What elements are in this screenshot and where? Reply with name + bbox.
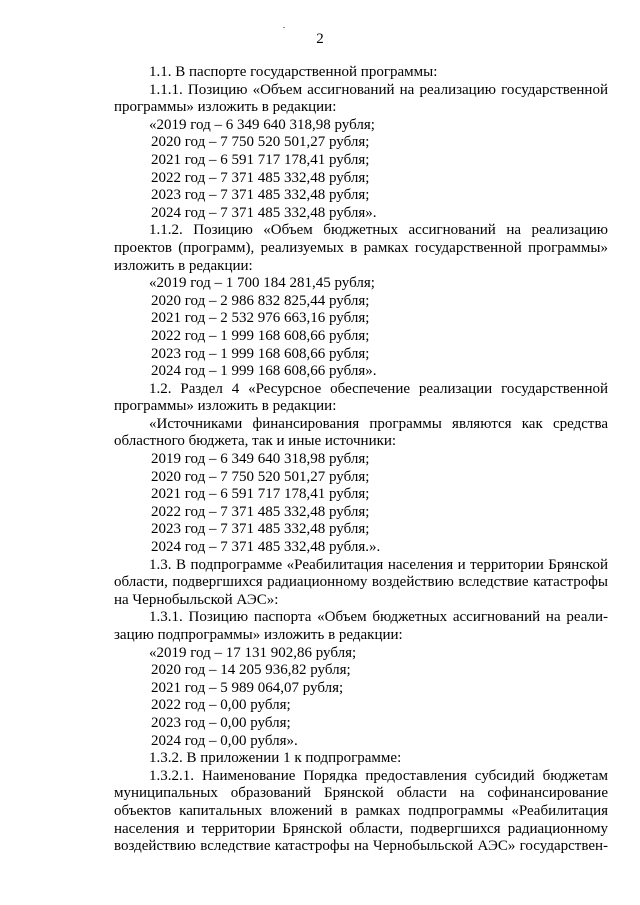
- text-line: 2020 год – 2 986 832 825,44 рубля;: [151, 292, 370, 309]
- text-line: 2024 год – 7 371 485 332,48 рубля».: [151, 204, 377, 221]
- text-line: «2019 год – 6 349 640 318,98 рубля;: [149, 116, 375, 133]
- text-line: 2021 год – 6 591 717 178,41 рубля;: [151, 151, 370, 168]
- text-line: муниципальных образований Брянской области на софинансирование: [114, 785, 608, 802]
- text-line: 2020 год – 7 750 520 501,27 рубля;: [151, 134, 370, 151]
- document-body: [114, 64, 608, 856]
- text-line: областного бюджета, так и иные источники:: [114, 433, 397, 450]
- text-line: 2020 год – 7 750 520 501,27 рубля;: [151, 468, 370, 485]
- text-line: 2023 год – 7 371 485 332,48 рубля;: [151, 521, 370, 538]
- text-line: 2022 год – 0,00 рубля;: [151, 697, 291, 714]
- text-line: области, подвергшихся радиационному воздействию вследствие катастрофы: [114, 574, 608, 591]
- text-line: 1.3.2.1. Наименование Порядка предоставления субсидий бюджетам: [149, 767, 608, 784]
- text-line: населения и территории Брянской области, подвергшихся радиационному: [114, 820, 608, 837]
- text-line: 1.3.2. В приложении 1 к подпрограмме:: [149, 750, 402, 767]
- text-line: проектов (программ), реализуемых в рамках государственной программы»: [114, 239, 608, 256]
- text-line: 2022 год – 1 999 168 608,66 рубля;: [151, 327, 370, 344]
- text-line: воздействию вследствие катастрофы на Чернобыльской АЭС» государствен-: [114, 838, 608, 855]
- text-line: 1.3.1. Позицию паспорта «Объем бюджетных ассигнований на реали-: [149, 609, 608, 626]
- scan-speck: [283, 27, 285, 28]
- text-line: 2021 год – 5 989 064,07 рубля;: [151, 679, 344, 696]
- text-line: 2023 год – 1 999 168 608,66 рубля;: [151, 345, 370, 362]
- text-line: 2022 год – 7 371 485 332,48 рубля;: [151, 169, 370, 186]
- text-line: 2023 год – 7 371 485 332,48 рубля;: [151, 187, 370, 204]
- text-line: на Чернобыльской АЭС»:: [114, 591, 279, 608]
- text-line: 1.2. Раздел 4 «Ресурсное обеспечение реализации государственной: [149, 380, 608, 397]
- page-number: 2: [316, 31, 324, 47]
- text-line: зацию подпрограммы» изложить в редакции:: [114, 627, 403, 643]
- text-line: «2019 год – 17 131 902,86 рубля;: [149, 644, 357, 661]
- text-line: 2024 год – 7 371 485 332,48 рубля.».: [151, 539, 381, 556]
- text-line: программы» изложить в редакции:: [114, 398, 337, 415]
- text-line: объектов капитальных вложений в рамках подпрограммы «Реабилитация: [114, 802, 608, 819]
- text-line: 1.3. В подпрограмме «Реабилитация населения и территории Брянской: [149, 556, 608, 573]
- text-line: 2019 год – 6 349 640 318,98 рубля;: [151, 451, 370, 468]
- text-line: «Источниками финансирования программы являются как средства: [149, 415, 608, 432]
- text-line: изложить в редакции:: [114, 257, 253, 274]
- text-line: 2020 год – 14 205 936,82 рубля;: [151, 662, 351, 679]
- text-line: 1.1.2. Позицию «Объем бюджетных ассигнований на реализацию: [149, 222, 608, 239]
- text-line: 1.1.1. Позицию «Объем ассигнований на реализацию государственной: [149, 81, 608, 98]
- text-line: 2021 год – 6 591 717 178,41 рубля;: [151, 486, 370, 503]
- text-line: 2021 год – 2 532 976 663,16 рубля;: [151, 310, 370, 327]
- text-line: 2024 год – 1 999 168 608,66 рубля».: [151, 363, 377, 380]
- text-line: программы» изложить в редакции:: [114, 99, 337, 116]
- text-line: 2024 год – 0,00 рубля».: [151, 732, 298, 749]
- text-line: 2022 год – 7 371 485 332,48 рубля;: [151, 503, 370, 520]
- text-line: «2019 год – 1 700 184 281,45 рубля;: [149, 275, 375, 292]
- text-line: 1.1. В паспорте государственной программы:: [149, 64, 438, 80]
- text-line: 2023 год – 0,00 рубля;: [151, 714, 291, 731]
